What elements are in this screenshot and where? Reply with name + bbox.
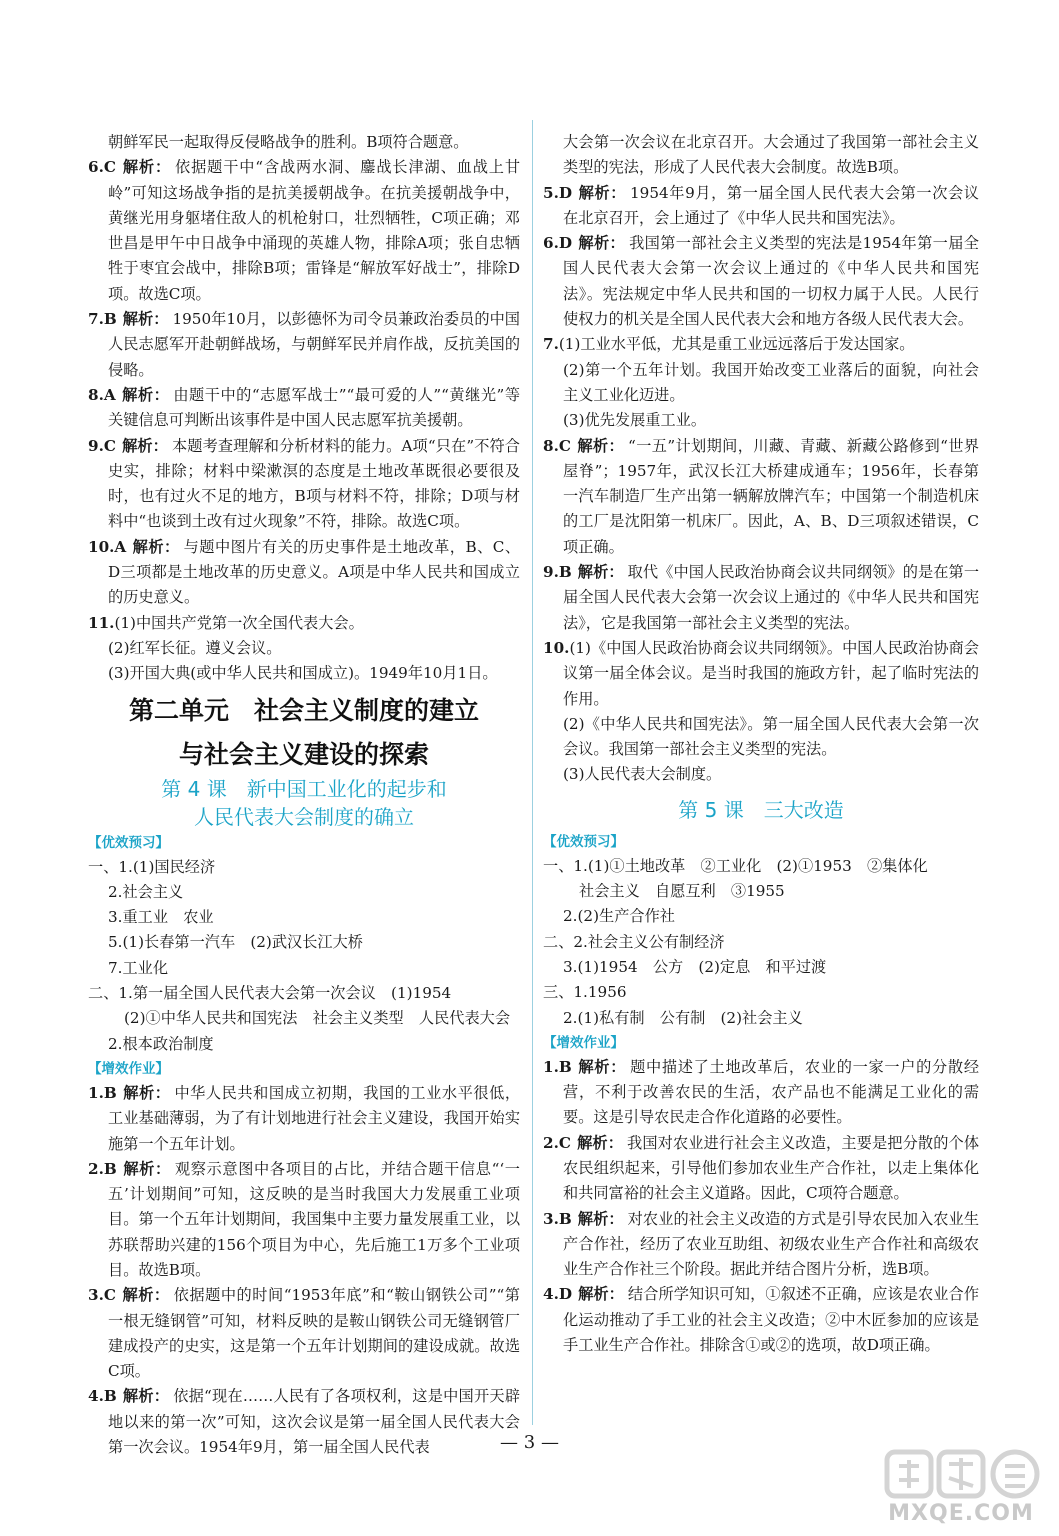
analysis-label: 解析： [121,385,170,404]
text-line: 3.重工业 农业 [108,908,214,927]
answer-number: 3.B [543,1209,572,1228]
answer-item [543,181,979,232]
left-column [88,130,520,1460]
answer-item [88,1081,520,1157]
right-column [543,130,979,1358]
analysis-label: 解析： [121,1286,170,1305]
analysis-label: 解析： [122,310,169,329]
answer-text: 依据题干中“含战两水洞、鏖战长津湖、血战上甘岭”可知这场战争指的是抗美援朝战争。在抗美援朝战争中，黄继光用身躯堵住敌人的机枪射口，壮烈牺牲，C项正确；邓世昌是甲午中日战争中涌现的英雄人物，排除A项；张自忠牺牲于枣宜会战中，排除B项；雷锋是“解放军好战士”，排除D项。故选C项。 [108,158,521,303]
answer-text: (1)《中国人民政治协商会议共同纲领》。中国人民政治协商会议第一届全体会议。是当时我国的施政方针，起了临时宪法的作用。 [563,638,979,708]
text-line: (2)第一个五年计划。我国开始改变工业落后的面貌，向社会主义工业化迈进。 [563,360,979,404]
text-line: 2.(2)生产合作社 [563,907,675,926]
analysis-label: 解析： [578,234,626,253]
analysis-label: 解析： [132,537,180,556]
answer-text: 结合所学知识可知，①叙述不正确，应该是农业合作化运动推动了手工业的社会主义改造；②中木匠参加的应该是手工业生产合作社。排除含①或②的选项，故D项正确。 [563,1285,980,1355]
answer-number: 7.B [88,310,117,329]
answer-text: 由题干中的“志愿军战士”“最可爱的人”“黄继光”等关键信息可判断出该事件是中国人民志愿军抗美援朝。 [108,385,521,430]
section-heading: 【增效作业】 [88,1060,169,1077]
answer-number: 8.A [88,385,116,404]
answer-item [543,560,979,636]
answer-text: (1)工业水平低，尤其是重工业远远落后于发达国家。 [558,335,915,354]
analysis-label: 解析： [577,1209,624,1228]
answer-item [88,383,520,434]
unit-title: 与社会主义建设的探索 [178,739,429,769]
text-line: (2)红军长征。遵义会议。 [108,638,282,657]
answer-text: 取代《中国人民政治协商会议共同纲领》的是在第一届全国人民代表大会第一次会议上通过的《中华人民共和国宪法》，它是我国第一部社会主义类型的宪法。 [563,563,980,632]
text-line: 大会第一次会议在北京召开。大会通过了我国第一部社会主义类型的宪法，形成了人民代表大会制度。故选B项。 [563,133,979,177]
text-line: 2.社会主义 [108,882,184,901]
text-line: 3.(1)1954 公方 (2)定息 和平过渡 [563,957,827,976]
answer-item [88,307,520,383]
unit-title: 第二单元 社会主义制度的建立 [128,695,479,725]
section-heading: 【优效预习】 [88,834,169,851]
answer-item [88,1157,520,1283]
text-line: 社会主义 自愿互利 ③1955 [579,882,785,901]
answer-number: 2.C [543,1133,571,1152]
answer-item [543,1055,979,1131]
answer-text: 1950年10月，以彭德怀为司令员兼政治委员的中国人民志愿军开赴朝鲜战场，与朝鲜军民并肩作战，反抗美国的侵略。 [108,310,520,379]
text-line: (3)开国大典(或中华人民共和国成立)。1949年10月1日。 [108,664,498,683]
lesson-title: 第 4 课 新中国工业化的起步和 [161,776,447,801]
analysis-label: 解析： [121,158,172,177]
answer-item [88,611,520,636]
text-line: 2.根本政治制度 [108,1034,214,1053]
answer-text: 本题考查理解和分析材料的能力。A项“只在”不符合史实，排除；材料中梁漱溟的态度是土地改革既很必要很及时，也有过火不足的地方，B项与材料不符，排除；D项与材料中“也谈到土改有过火现象”不符，排除。故选C项。 [108,436,520,531]
text-line: (3)人民代表大会制度。 [563,765,722,784]
analysis-label: 解析： [122,1159,171,1178]
answer-item [543,636,979,712]
answer-number: 10. [543,638,570,657]
watermark-text: MXQE.COM [888,1501,1034,1526]
analysis-label: 解析： [577,1057,627,1076]
answer-number: 6.D [543,234,573,253]
text-line: (2)①中华人民共和国宪法 社会主义类型 人民代表大会 [124,1009,511,1028]
text-line: (3)优先发展重工业。 [563,411,707,430]
text-line: 三、1.1956 [543,983,627,1002]
column-divider [532,120,533,1425]
answer-text: (1)中国共产党第一次全国代表大会。 [114,613,364,632]
answer-text: 1954年9月，第一届全国人民代表大会第一次会议在北京召开，会上通过了《中华人民共和国宪法》。 [563,183,979,227]
answer-number: 2.B [88,1159,117,1178]
answer-text: 对农业的社会主义改造的方式是引导农民加入农业生产合作社，经历了农业互助组、初级农业生产合作社和高级农业生产合作社三个阶段。据此并结合图片分析，选B项。 [563,1209,980,1279]
answer-number: 6.C [88,158,116,177]
answer-item [543,1131,979,1207]
answer-number: 9.B [543,563,572,582]
analysis-label: 解析： [122,1083,171,1102]
answer-number: 5.D [543,183,573,202]
analysis-label: 解析： [578,1285,624,1304]
answer-number: 7. [543,335,559,354]
answer-item [88,535,520,611]
analysis-label: 解析： [576,1133,624,1152]
watermark-logo [881,1446,1041,1526]
answer-text: 题中描述了土地改革后，农业的一家一户的分散经营，不利于改善农民的生活，农产品也不能满足工业化的需要。这是引导农民走合作化道路的必要性。 [563,1057,980,1127]
answer-item [88,155,520,307]
text-line: 一、1.(1)国民经济 [88,857,216,876]
text-line: 二、1.第一届全国人民代表大会第一次会议 (1)1954 [88,984,452,1003]
watermark-icon [881,1446,1041,1502]
section-heading: 【增效作业】 [543,1034,624,1051]
answer-number: 10.A [88,537,127,556]
answer-item [88,434,520,535]
text-line: 5.(1)长春第一汽车 (2)武汉长江大桥 [108,933,363,952]
analysis-label: 解析： [576,436,625,455]
answer-text: “一五”计划期间，川藏、青藏、新藏公路修到“世界屋脊”；1957年，武汉长江大桥建成通车；1956年，长春第一汽车制造厂生产出第一辆解放牌汽车；中国第一个制造机床的工厂是沈阳第一机床厂。因此，A、B、D三项叙述错误，C项正确。 [563,436,980,556]
text-line: 一、1.(1)①土地改革 ②工业化 (2)①1953 ②集体化 [543,856,928,875]
page-number: — 3 — [500,1432,559,1453]
answer-number: 11. [88,613,115,632]
answer-text: 我国对农业进行社会主义改造，主要是把分散的个体农民组织起来，引导他们参加农业生产合作社，以走上集体化和共同富裕的社会主义道路。因此，C项符合题意。 [563,1133,980,1203]
answer-number: 8.C [543,436,571,455]
answer-text: 中华人民共和国成立初期，我国的工业水平很低，工业基础薄弱，为了有计划地进行社会主义建设，我国开始实施第一个五年计划。 [108,1083,521,1153]
answer-text: 与题中图片有关的历史事件是土地改革，B、C、D三项都是土地改革的历史意义。A项是中华人民共和国成立的历史意义。 [108,537,521,607]
answer-item [543,231,979,332]
answer-text: 观察示意图中各项目的占比，并结合题干信息“‘一五’计划期间”可知，这反映的是当时我国大力发展重工业项目。第一个五年计划期间，我国集中主要力量发展重工业，以苏联帮助兴建的156个项目为中心，先后施工1万多个工业项目。故选B项。 [108,1159,520,1279]
section-heading: 【优效预习】 [543,833,624,850]
analysis-label: 解析： [578,183,627,202]
text-line: 朝鲜军民一起取得反侵略战争的胜利。B项符合题意。 [108,133,469,151]
text-line: 2.(1)私有制 公有制 (2)社会主义 [563,1008,803,1027]
answer-number: 3.C [88,1286,116,1305]
answer-number: 1.B [88,1083,117,1102]
lesson-title: 人民代表大会制度的确立 [194,804,414,829]
analysis-label: 解析： [122,1387,170,1406]
answer-number: 1.B [543,1057,572,1076]
answer-text: 依据“现在……人民有了各项权利，这是中国开天辟地以来的第一次”可知，这次会议是第一届全国人民代表大会第一次会议。1954年9月，第一届全国人民代表 [108,1387,521,1457]
answer-item [543,434,979,560]
answer-text: 我国第一部社会主义类型的宪法是1954年第一届全国人民代表大会第一次会议上通过的《中华人民共和国宪法》。宪法规定中华人民共和国的一切权力属于人民。人民行使权力的机关是全国人民代表大会和地方各级人民代表大会。 [563,234,979,329]
answer-item [543,332,979,357]
text-line: 7.工业化 [108,958,169,977]
text-line: 二、2.社会主义公有制经济 [543,932,725,951]
answer-number: 9.C [88,436,116,455]
text-line: (2)《中华人民共和国宪法》。第一届全国人民代表大会第一次会议。我国第一部社会主义类型的宪法。 [563,714,979,759]
answer-item [543,1282,979,1358]
answer-item [543,1207,979,1283]
lesson-title: 第 5 课 三大改造 [678,797,844,822]
analysis-label: 解析： [121,436,168,455]
answer-text: 依据题中的时间“1953年底”和“鞍山钢铁公司”“第一根无缝钢管”可知，材料反映的是鞍山钢铁公司无缝钢管厂建成投产的史实，这是第一个五年计划期间的建设成就。故选C项。 [108,1286,520,1381]
answer-number: 4.D [543,1285,573,1304]
analysis-label: 解析： [577,563,624,582]
answer-item [88,1283,520,1384]
answer-number: 4.B [88,1387,117,1406]
